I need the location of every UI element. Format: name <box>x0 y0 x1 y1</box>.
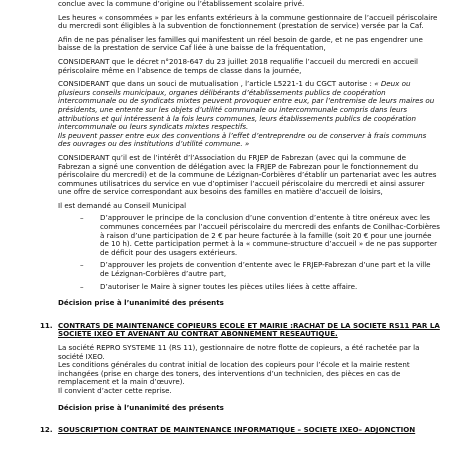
section-title: SOUSCRIPTION CONTRAT DE MAINTENANCE INFORMATIQUE – SOCIETE IXEO– ADJONCTION <box>58 425 416 435</box>
paragraph-conditions: Les conditions générales du contrat initial de location des copieurs pour l’école et la mairie restent inchangées (prise en charge des toners, des interventions d’un technicien, des pièces en cas de remplacement et la main d’œuvre). <box>58 360 410 387</box>
paragraph-continuation: conclue avec la commune d’origine ou l’établissement scolaire privé. <box>58 0 305 8</box>
section-11-heading <box>40 320 440 339</box>
paragraph-mutualisation <box>58 80 440 132</box>
section-number: 12. <box>40 425 53 435</box>
section-number: 11. <box>40 320 53 330</box>
cgct-quote-continued: Ils peuvent passer entre eux des conventions à l’effet d’entreprendre ou de conserver à frais communs des ouvrages ou des institutions d’utilité commune. » <box>58 130 427 149</box>
mutualisation-lead: CONSIDERANT que dans un souci de mutualisation , l’article L5221-1 du CGCT autorise : <box>58 79 375 89</box>
paragraph-acter: Il convient d’acter cette reprise. <box>58 385 172 395</box>
section-12-heading <box>40 425 440 435</box>
paragraph-penaliser: Afin de ne pas pénaliser les familles qui manifestent un réel besoin de garde, et ne pas engendrer une baisse de la prestation de service Caf liée à une baisse de la fréquentation, <box>58 34 423 53</box>
paragraph-rs11: La société REPRO SYSTEME 11 (RS 11), gestionnaire de notre flotte de copieurs, a été rachetée par la société IXEO. <box>58 343 420 361</box>
paragraph-frjep: CONSIDERANT qu’il est de l’intérêt d’l’Association du FRJEP de Fabrezan (avec qui la commune de Fabrezan a signé une convention de délégation avec la FRJEP de Fabrezan pour le fonctionnement du périscolaire du mercredi) et de la commune de Lézignan-Corbières d’établir un partenariat avec les autres communes utilisatrices du service en vue d’optimiser l’accueil périscolaire du mercredi et ainsi assurer une offre de service correspondant aux besoins des familles en matière d’accueil de loisirs, <box>58 152 437 197</box>
request-item: – D’approuver les projets de convention d’entente avec le FRJEP-Fabrezan d’une part et la ville de Lézignan-Corbières d’autre part, <box>78 261 440 278</box>
paragraph-heures: Les heures « consommées » par les enfants extérieurs à la commune gestionnaire de l’accueil périscolaire du mercredi sont éligibles à la subvention de fonctionnement (prestation de service) versée par la Caf. <box>58 12 438 31</box>
paragraph-decret: CONSIDERANT que le décret n°2018-647 du 23 juillet 2018 requalifie l’accueil du mercredi en accueil périscolaire même en l’absence de temps de classe dans la journée, <box>58 56 419 75</box>
request-items <box>58 214 440 291</box>
request-item: – D’autoriser le Maire à signer toutes les pièces utiles liées à cette affaire. <box>78 283 440 292</box>
request-item: – D’approuver le principe de la conclusion d’une convention d’entente à titre onéreux avec les communes concernées par l’accueil périscolaire du mercredi des enfants de Conilhac-Corbières à raison d’une participation de 2 € par heure facturée à la famille (soit 20 € pour une journée de 10 h). Cette participation permet à la « commune-structure d’accueil » de ne pas supporter de déficit pour des usagers extérieurs. <box>78 214 440 257</box>
cgct-quote: « Deux ou plusieurs conseils municipaux, organes délibérants d’établissements publics de coopération intercommunale ou de syndicats mixtes peuvent provoquer entre eux, par l’entremise de leurs maires ou présidents, une entente sur les objets d’utilité communale ou intercommunale compris dans leurs attributions et qui intéressent à la fois leurs communes, leurs établissements publics de coopération intercommunale ou leurs syndicats mixtes respectifs. <box>58 79 435 132</box>
decision-text: Décision prise à l’unanimité des présents <box>58 402 224 412</box>
decision-text: Décision prise à l’unanimité des présents <box>58 298 224 308</box>
section-title: CONTRATS DE MAINTENANCE COPIEURS ECOLE ET MAIRIE :RACHAT DE LA SOCIETE RS11 PAR LA SOCIETE IXEO ET AVENANT AU CONTRAT ABONNEMENT RESEAUTIQUE. <box>58 320 440 339</box>
conseil-request: Il est demandé au Conseil Municipal <box>58 200 187 210</box>
